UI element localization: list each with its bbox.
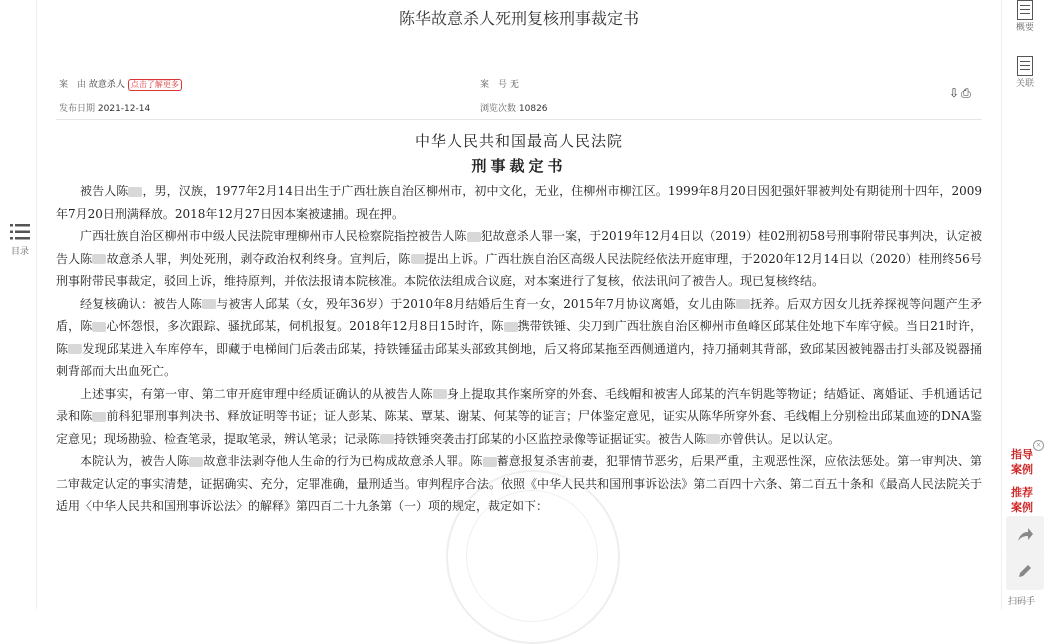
redacted-name	[411, 254, 425, 264]
right-sidebar	[1001, 0, 1048, 609]
cause-value: 故意杀人	[88, 80, 125, 90]
left-sidebar	[0, 0, 37, 609]
judgment-body	[56, 180, 982, 518]
paragraph-facts: 经复核确认：被告人陈 与被害人邱某（女，殁年36岁）于2010年8月结婚后生育一女，2015年7月协议离婚，女儿由陈 抚养。后双方因女儿抚养探视等问题产生矛盾，陈 心怀怨恨，多次跟踪、骚扰邱某，伺机报复。2018年12月8日15时许，陈 携带铁锤、尖刀到广西壮族自治区柳州市鱼峰区邱某住处地下车库守候。当日21时许，陈 发现邱某进入车库停车，即藏于电梯间门后袭击邱某，持铁锤猛击邱某头部致其倒地，后又将邱某拖至西侧通道内，持刀捅刺其背部，致邱某因被钝器击打头部及锐器捅刺背部而大出血死亡。	[56, 296, 982, 378]
edit-button[interactable]	[1006, 552, 1044, 590]
document-kind: 刑事裁定书	[471, 157, 567, 175]
learn-more-tag[interactable]: 点击了解更多	[128, 79, 182, 91]
redacted-name	[380, 434, 394, 444]
redacted-name	[433, 389, 447, 399]
overview-label: 概要	[1015, 23, 1034, 33]
close-icon[interactable]: ×	[1033, 440, 1044, 451]
share-button[interactable]	[1006, 516, 1044, 554]
cause-label: 案 由	[59, 80, 87, 90]
paragraph-evidence: 上述事实，有第一审、第二审开庭审理中经质证确认的从被告人陈 身上提取其作案所穿的外套、毛线帽和被害人邱某的汽车钥匙等物证；结婚证、离婚证、手机通话记录和陈 前科犯罪刑事判决书、释放证明等书证；证人彭某、陈某、覃某、谢某、何某等的证言；尸体鉴定意见，证实从陈华所穿外套、毛线帽上分别检出邱某血迹的DNA鉴定意见；现场勘验、检查笔录，提取笔录，辨认笔录；记录陈 持铁锤突袭击打邱某的小区监控录像等证据证实。被告人陈 亦曾供认。足以认定。	[56, 386, 982, 446]
paragraph-procedure: 广西壮族自治区柳州市中级人民法院审理柳州市人民检察院指控被告人陈 犯故意杀人罪一案，于2019年12月4日以（2019）桂02刑初58号刑事附带民事判决，认定被告人陈 故意杀人罪，判处死刑，剥夺政治权利终身。宣判后，陈 提出上诉。广西壮族自治区高级人民法院经依法开庭审理，于2020年12月14日以（2020）桂刑终56号刑事附带民事裁定，驳回上诉，维持原判，并依法报请本院核准。本院依法组成合议庭，对本案进行了复核，依法讯问了被告人。现已复核终结。	[56, 229, 982, 288]
paragraph-ruling: 本院认为，被告人陈 故意非法剥夺他人生命的行为已构成故意杀人罪。陈 蓄意报复杀害前妻，犯罪情节恶劣，后果严重，主观恶性深，应依法惩处。第一审判决、第二审裁定认定的事实清楚，证据确实、充分，定罪准确，量刑适当。审判程序合法。依照《中华人民共和国刑事诉讼法》第二百四十六条、第二百五十条和《最高人民法院关于适用〈中华人民共和国刑事诉讼法〉的解释》第四百二十九条第（一）项的规定，裁定如下：	[56, 454, 982, 513]
related-button[interactable]	[1002, 56, 1048, 89]
cause-meta	[59, 77, 182, 91]
pencil-icon	[1016, 562, 1034, 580]
redacted-name	[706, 434, 720, 444]
court-name: 中华人民共和国最高人民法院	[414, 132, 623, 150]
redacted-name	[92, 254, 106, 264]
redacted-name	[202, 299, 216, 309]
redacted-name	[68, 344, 82, 354]
views-label: 浏览次数	[480, 104, 517, 114]
redacted-name	[92, 412, 106, 422]
case-no-label: 案 号	[480, 80, 508, 90]
recommend-cases-button[interactable]: 推荐案例	[1011, 486, 1033, 514]
redacted-name	[483, 457, 497, 467]
document-icon	[1017, 0, 1033, 20]
share-icon	[1016, 526, 1034, 544]
views-count: 10826	[518, 104, 548, 114]
views-meta	[480, 101, 548, 114]
guide-cases-button[interactable]: 指导案例	[1011, 448, 1033, 476]
paragraph-defendant: 被告人陈 ，男，汉族，1977年2月14日出生于广西壮族自治区柳州市，初中文化，无业，住柳州市柳江区。1999年8月20日因犯强奸罪被判处有期徒刑十四年，2009年7月20日刑满释放。2018年12月27日因本案被逮捕。现在押。	[56, 184, 982, 221]
redacted-name	[92, 322, 106, 332]
page-title: 陈华故意杀人死刑复核刑事裁定书	[398, 9, 639, 28]
download-icon[interactable]: ⇩	[949, 86, 960, 100]
toc-label: 目录	[10, 247, 29, 257]
redacted-name	[504, 322, 518, 332]
case-no-value: 无	[509, 80, 519, 90]
redacted-name	[467, 232, 481, 242]
document-area	[56, 0, 982, 609]
publish-date: 2021-12-14	[97, 104, 151, 114]
related-doc-icon	[1017, 56, 1033, 76]
list-icon	[10, 222, 30, 242]
redacted-name	[128, 187, 142, 197]
qr-label: 扫码手	[1008, 597, 1036, 607]
case-no-meta	[480, 77, 519, 90]
redacted-name	[736, 299, 750, 309]
publish-label: 发布日期	[59, 104, 96, 114]
toc-button[interactable]	[6, 222, 34, 257]
overview-button[interactable]	[1002, 0, 1048, 33]
redacted-name	[189, 457, 203, 467]
doc-tools	[949, 86, 973, 101]
print-icon[interactable]: ⎙	[961, 86, 971, 100]
header-divider	[56, 119, 982, 120]
related-label: 关联	[1015, 79, 1034, 89]
publish-meta	[59, 101, 150, 114]
